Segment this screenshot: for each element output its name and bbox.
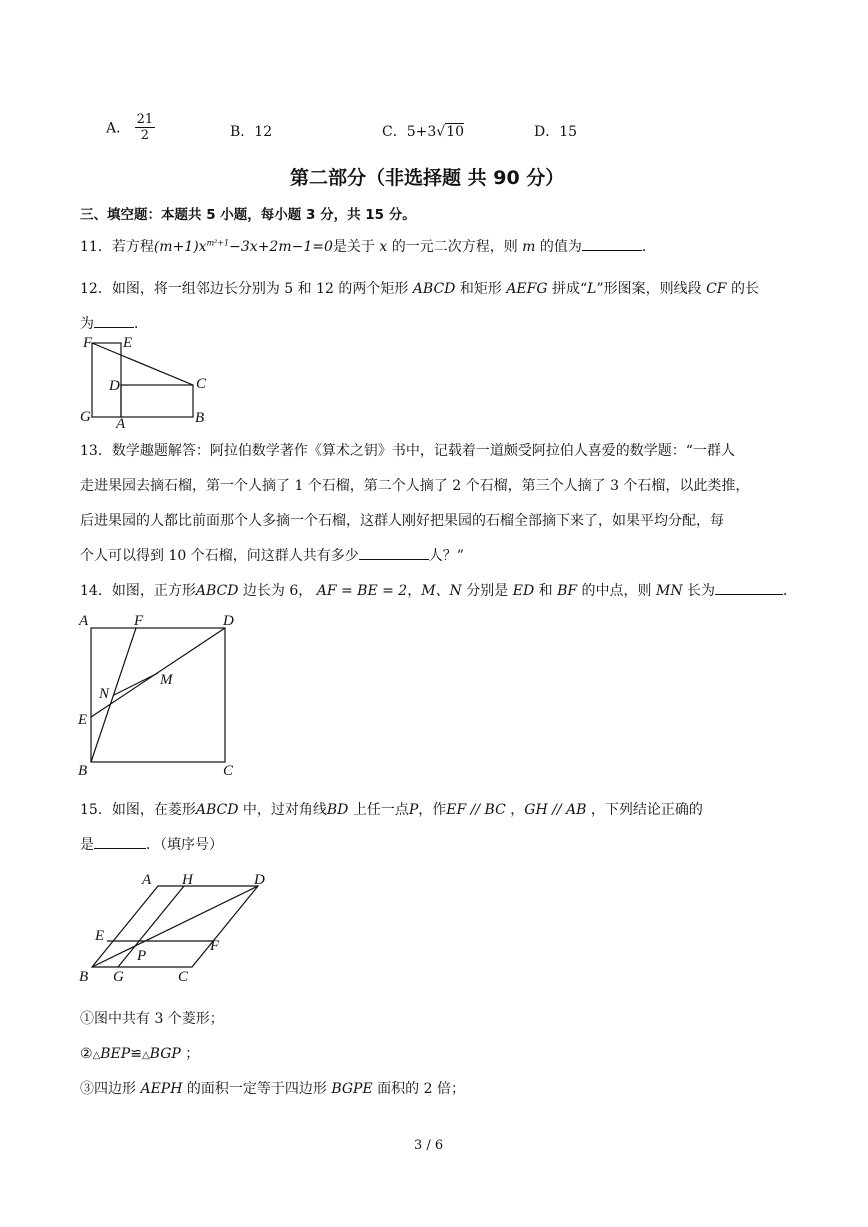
q15-bd: BD (326, 802, 349, 818)
choice-c-radicand: 10 (446, 124, 465, 140)
q15-text-d: ，作 (418, 802, 447, 818)
question-11 (80, 236, 656, 256)
question-12 (80, 278, 759, 298)
choice-d: D．15 (534, 124, 578, 140)
rect-abcd (121, 385, 193, 417)
q14-bf: BF (557, 583, 578, 599)
q15-line2-b: ．（填序号） (146, 837, 223, 853)
label-e: E (95, 928, 105, 944)
s2-bgp: BGP (149, 1046, 181, 1062)
q14-ed: ED (512, 583, 535, 599)
q15-line2-a: 是 (80, 837, 94, 853)
q11-equation-lead: (m+1)x (153, 239, 207, 255)
q15-statement-1: ①图中共有 3 个菱形； (80, 1011, 224, 1027)
label-a: A (116, 416, 126, 430)
q15-gh-parallel-ab: GH // AB (524, 802, 587, 818)
q11-var-x: x (379, 239, 388, 255)
q11-number: 11．若方程 (80, 239, 154, 255)
q11-var-m: m (522, 239, 536, 255)
q13-line3: 后进果园的人都比前面那个人多摘一个石榴，这群人刚好把果园的石榴全部摘下来了，如果平均分配，每 (80, 513, 724, 529)
diagonal-bd (92, 886, 258, 967)
q13-line2: 走进果园去摘石榴，第一个人摘了 1 个石榴，第二个人摘了 2 个石榴，第三个人摘了 3 个石榴，以此类推， (80, 478, 750, 494)
q12-cf: CF (706, 281, 727, 297)
s3-text-b: 的面积一定等于四边形 (186, 1081, 327, 1097)
q11-text-a: 是关于 (332, 239, 375, 255)
q12-figure (75, 335, 215, 430)
choice-a-label: A． (106, 120, 131, 137)
s2-bep: BEP (100, 1046, 131, 1062)
label-e: E (78, 712, 88, 728)
triangle-icon: △ (92, 1050, 101, 1061)
q15-text-b: 中，过对角线 (242, 802, 327, 818)
label-c: C (178, 969, 189, 985)
label-d: D (254, 872, 265, 888)
s3-aeph: AEPH (140, 1081, 183, 1097)
q14-text-b: 边长为 6， (242, 583, 313, 599)
q14-equation: AF = BE = 2 (316, 583, 408, 599)
label-b: B (78, 763, 88, 779)
label-g: G (80, 409, 91, 425)
label-b: B (195, 410, 205, 426)
q12-aefg: AEFG (506, 281, 548, 297)
q11-answer-blank[interactable] (582, 236, 642, 251)
q12-l: L (587, 281, 597, 297)
q12-text-a: 12．如图，将一组邻边长分别为 5 和 12 的两个矩形 (80, 281, 409, 297)
s2-number: ② (80, 1046, 93, 1062)
q12-text-e: 的长 (730, 281, 759, 297)
fraction-numerator: 21 (136, 112, 154, 127)
q14-abcd: ABCD (195, 583, 239, 599)
q14-text-c: ， (407, 583, 422, 599)
q12-line2: 为 (80, 316, 94, 332)
q15-abcd: ABCD (195, 802, 239, 818)
choice-c-prefix: 5+3 (406, 124, 437, 140)
q14-mn: M、N (421, 583, 462, 599)
question-15 (80, 799, 703, 819)
s2-end: ； (185, 1046, 200, 1062)
q14-text-f: 的中点，则 (581, 583, 652, 599)
s3-text-c: 面积的 2 倍； (377, 1081, 465, 1097)
label-c: C (223, 763, 234, 779)
label-c: C (196, 376, 207, 392)
q13-text-b: 人？” (428, 548, 464, 564)
q15-figure (74, 866, 274, 986)
q14-end: ． (783, 583, 798, 599)
label-f: F (134, 613, 144, 629)
q15-comma: ， (510, 802, 525, 818)
q14-text-e: 和 (538, 583, 553, 599)
triangle-icon: △ (141, 1050, 150, 1061)
q15-text-e: ，下列结论正确的 (590, 802, 703, 818)
q15-statement-2 (80, 1043, 199, 1063)
q11-text-b: 的一元二次方程，则 (391, 239, 518, 255)
q15-text-a: 15．如图，在菱形 (80, 802, 196, 818)
s3-text-a: ③四边形 (80, 1081, 136, 1097)
segment-bf (91, 628, 136, 762)
question-15-line2 (80, 834, 223, 854)
label-f: F (83, 335, 93, 351)
q14-figure (74, 608, 249, 783)
label-a: A (142, 872, 152, 888)
q12-text-d: ”形图案，则线段 (596, 281, 702, 297)
segment-cf (92, 343, 193, 385)
segment-mn (114, 673, 158, 695)
q12-abcd: ABCD (412, 281, 456, 297)
q12-answer-blank[interactable] (94, 313, 134, 328)
q13-line4 (80, 545, 464, 565)
q15-p: P (408, 802, 419, 818)
s3-bgpe: BGPE (331, 1081, 373, 1097)
label-m: M (160, 672, 173, 688)
q13-line1: 13．数学趣题解答：阿拉伯数学著作《算术之钥》书中，记载着一道颇受阿拉伯人喜爱的数学题：“一群人 (80, 443, 735, 459)
label-d: D (223, 613, 234, 629)
label-a: A (79, 613, 89, 629)
s2-congruent: ≌ (130, 1046, 142, 1062)
label-n: N (99, 686, 110, 702)
q11-end: ． (641, 239, 656, 255)
label-e: E (123, 335, 133, 351)
section-header: 三、填空题：本题共 5 小题，每小题 3 分，共 15 分。 (80, 207, 416, 223)
q12-text-b: 和矩形 (459, 281, 502, 297)
q14-text-d: 分别是 (466, 583, 509, 599)
fraction-denominator: 2 (140, 128, 149, 143)
q14-mn2: MN (656, 583, 683, 599)
label-p: P (137, 948, 147, 964)
q14-answer-blank[interactable] (715, 580, 783, 595)
label-f: F (210, 938, 220, 954)
q15-text-c: 上任一点 (352, 802, 409, 818)
label-h: H (182, 872, 193, 888)
page-number: 3 / 6 (414, 1138, 444, 1153)
q15-statement-3 (80, 1078, 465, 1098)
sqrt-sign: √ (436, 124, 446, 140)
label-d: D (109, 378, 120, 394)
q11-equation-tail: −3x+2m−1=0 (229, 239, 333, 255)
q15-answer-blank[interactable] (94, 834, 146, 849)
square-abcd (91, 628, 225, 762)
choice-c (382, 121, 464, 141)
question-14 (80, 580, 797, 600)
label-g: G (113, 969, 124, 985)
part-title: 第二部分（非选择题 共 90 分） (290, 167, 565, 189)
q12-end: ． (134, 316, 148, 332)
q13-text-a: 个人可以得到 10 个石榴，问这群人共有多少 (80, 548, 359, 564)
label-b: B (79, 969, 89, 985)
q15-ef-parallel-bc: EF // BC (446, 802, 506, 818)
question-12-line2 (80, 313, 148, 333)
q14-text-a: 14．如图，正方形 (80, 583, 196, 599)
segment-ed (91, 628, 225, 717)
q13-answer-blank[interactable] (359, 545, 429, 560)
q14-text-g: 长为 (687, 583, 716, 599)
q12-text-c: 拼成“ (552, 281, 588, 297)
choice-a-fraction (135, 112, 156, 143)
choice-b: B．12 (230, 124, 273, 140)
q11-exponent: m²+1 (206, 238, 230, 248)
choice-a (106, 112, 155, 143)
q11-text-c: 的值为 (539, 239, 582, 255)
choice-c-label: C． (382, 124, 407, 140)
